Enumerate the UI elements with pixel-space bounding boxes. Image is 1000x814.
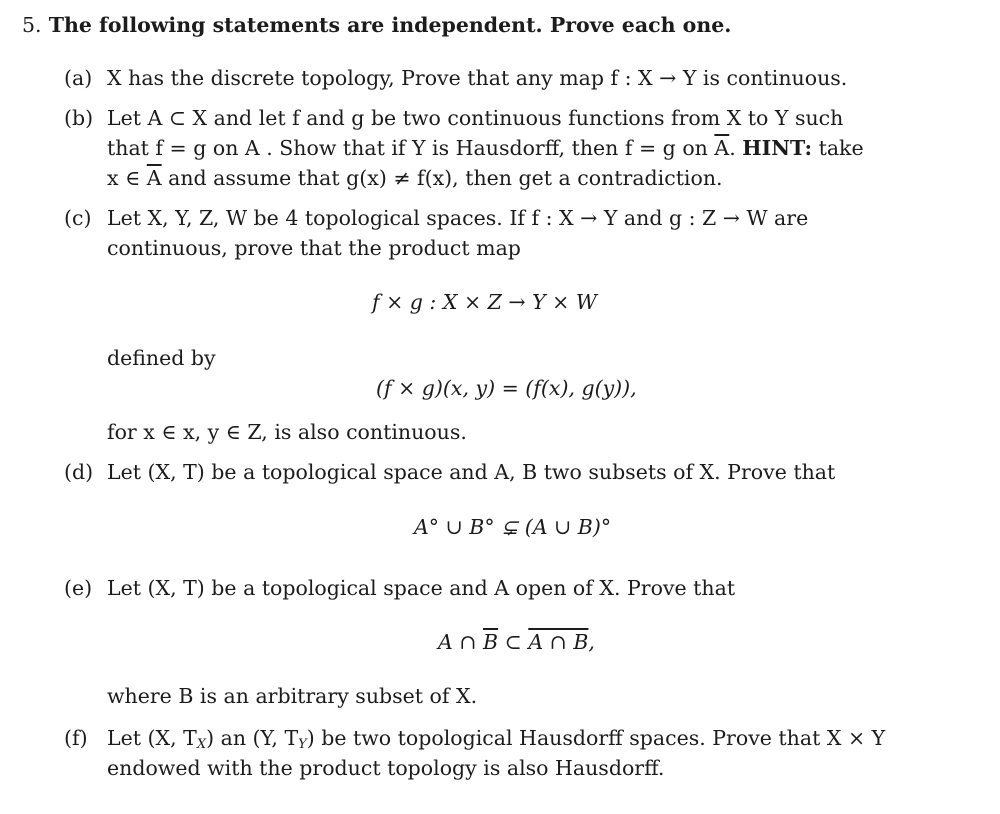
part-a-label: (a) <box>64 66 93 90</box>
problem-number: 5. <box>22 13 42 37</box>
part-c-line2: continuous, prove that the product map <box>107 236 521 260</box>
part-a-line1: X has the discrete topology, Prove that any map f : X → Y is continuous. <box>107 66 848 90</box>
problem-heading <box>22 13 731 37</box>
part-d-line1: Let (X, T) be a topological space and A, B two subsets of X. Prove that <box>107 460 836 484</box>
closure-inclusion-formula <box>438 630 595 654</box>
part-e-label: (e) <box>64 576 93 600</box>
part-d-label: (d) <box>64 460 94 484</box>
hint-tail: take <box>818 136 864 160</box>
closure-a: $\overline{A}$ <box>714 136 730 160</box>
part-c-line1: Let X, Y, Z, W be 4 topological spaces. If f : X → Y and g : Z → W are <box>107 206 809 230</box>
closure-b: $\overline{B}$ <box>483 630 499 654</box>
hint-label: HINT: <box>742 136 813 160</box>
defined-by-text: defined by <box>107 346 216 370</box>
part-e-line2: where B is an arbitrary subset of X. <box>107 684 478 708</box>
closure-a-cap-b: A ∩ B <box>528 630 589 654</box>
subscript-y: Y <box>298 737 307 752</box>
interior-union-formula: A° ∪ B° ⊊ (A ∪ B)° <box>414 515 612 539</box>
subscript-x: X <box>196 737 207 752</box>
formula-subset: ⊂ <box>498 630 529 654</box>
part-b-line1: Let A ⊂ X and let f and g be two continuous functions from X to Y such <box>107 106 844 130</box>
part-b-line3-text: and assume that g(x) ≠ f(x), then get a contradiction. <box>161 166 723 190</box>
part-b-line3 <box>107 166 723 190</box>
part-b-line2-text: that f = g on A . Show that if Y is Hausdorff, then f = g on <box>107 136 715 160</box>
product-map-definition: (f × g)(x, y) = (f(x), g(y)), <box>376 376 637 400</box>
part-f-text-b: ) an (Y, T <box>206 726 299 750</box>
part-b-label: (b) <box>64 106 94 130</box>
part-b-line2-period: . <box>729 136 736 160</box>
problem-title: The following statements are independent. Prove each one. <box>48 13 732 37</box>
part-e-line1: Let (X, T) be a topological space and A open of X. Prove that <box>107 576 736 600</box>
closure-a-2: $\overline{A}$ <box>146 166 162 190</box>
part-c-label: (c) <box>64 206 92 230</box>
part-b-line2 <box>107 136 864 160</box>
formula-comma: , <box>588 630 595 654</box>
formula-left: A ∩ <box>438 630 484 654</box>
part-f-line2: endowed with the product topology is also Hausdorff. <box>107 756 665 780</box>
part-b-line3-start: x ∈ <box>107 166 147 190</box>
part-f-text-c: ) be two topological Hausdorff spaces. Prove that X × Y <box>306 726 886 750</box>
part-f-text-a: Let (X, T <box>107 726 197 750</box>
product-map-formula: f × g : X × Z → Y × W <box>372 290 597 314</box>
part-c-line3: for x ∈ x, y ∈ Z, is also continuous. <box>107 420 467 444</box>
part-f-label: (f) <box>64 726 88 750</box>
part-f-line1 <box>107 726 885 752</box>
